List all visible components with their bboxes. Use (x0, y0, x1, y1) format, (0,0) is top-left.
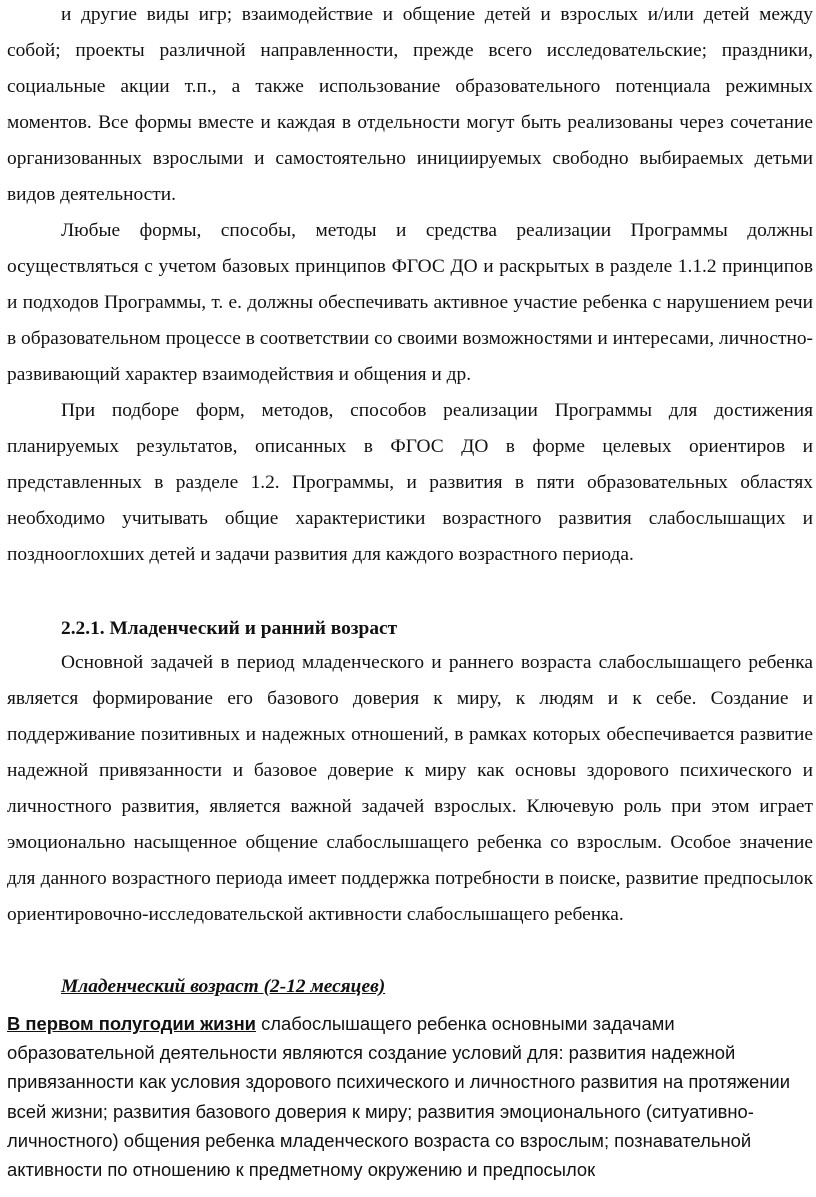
paragraph-main-task: Основной задачей в период младенческого и раннего возраста слабослышащего ребенка является формирование его базового доверия к миру, к людям и к себе. Создание и поддерживание позитивных и надежных отношений, в рамках которых обеспечивается развитие надежной привязанности и базовое доверие к миру как основы здорового психического и личностного развития, является важной задачей взрослых. Ключевую роль при этом играет эмоционально насыщенное общение слабослышащего ребенка со взрослым. Особое значение для данного возрастного периода имеет поддержка потребности в поиске, развитие предпосылок ориентировочно-исследовательской активности слабослышащего ребенка. (7, 652, 813, 925)
paragraph-body-text: слабослышащего ребенка основными задачами образовательной деятельности являются создание условий для: развития надежной привязанности как условия здорового психического и личностного развития на протяжении всей жизни; развития базового доверия к миру; развития эмоционального (ситуативно-личностного) общения ребенка младенческого возраста со взрослым; познавательной активности по отношению к предметному окружению и предпосылок (7, 1013, 790, 1181)
paragraph-selection-of-forms: При подборе форм, методов, способов реализации Программы для достижения планируемых результатов, описанных в ФГОС ДО в форме целевых ориентиров и представленных в разделе 1.2. Программы, и развития в пяти образовательных областях необходимо учитывать общие характеристики возрастного развития слабослышащих и позднооглохших детей и задачи развития для каждого возрастного периода. (7, 400, 813, 565)
paragraph-lead-phrase: В первом полугодии жизни (7, 1013, 256, 1034)
subsection-heading: Младенческий возраст (2-12 месяцев) (61, 976, 386, 997)
paragraph-first-half-year (7, 1009, 813, 1184)
section-heading: 2.2.1. Младенческий и ранний возраст (61, 618, 398, 639)
paragraph-forms-of-activity: и другие виды игр; взаимодействие и общение детей и взрослых и/или детей между собой; проекты различной направленности, прежде всего исследовательские; праздники, социальные акции т.п., а также использование образовательного потенциала режимных моментов. Все формы вместе и каждая в отдельности могут быть реализованы через сочетание организованных взрослыми и самостоятельно инициируемых свободно выбираемых детьми видов деятельности. (7, 4, 813, 205)
paragraph-principles: Любые формы, способы, методы и средства реализации Программы должны осуществляться с учетом базовых принципов ФГОС ДО и раскрытых в разделе 1.1.2 принципов и подходов Программы, т. е. должны обеспечивать активное участие ребенка с нарушением речи в образовательном процессе в соответствии со своими возможностями и интересами, личностно-развивающий характер взаимодействия и общения и др. (7, 220, 813, 385)
